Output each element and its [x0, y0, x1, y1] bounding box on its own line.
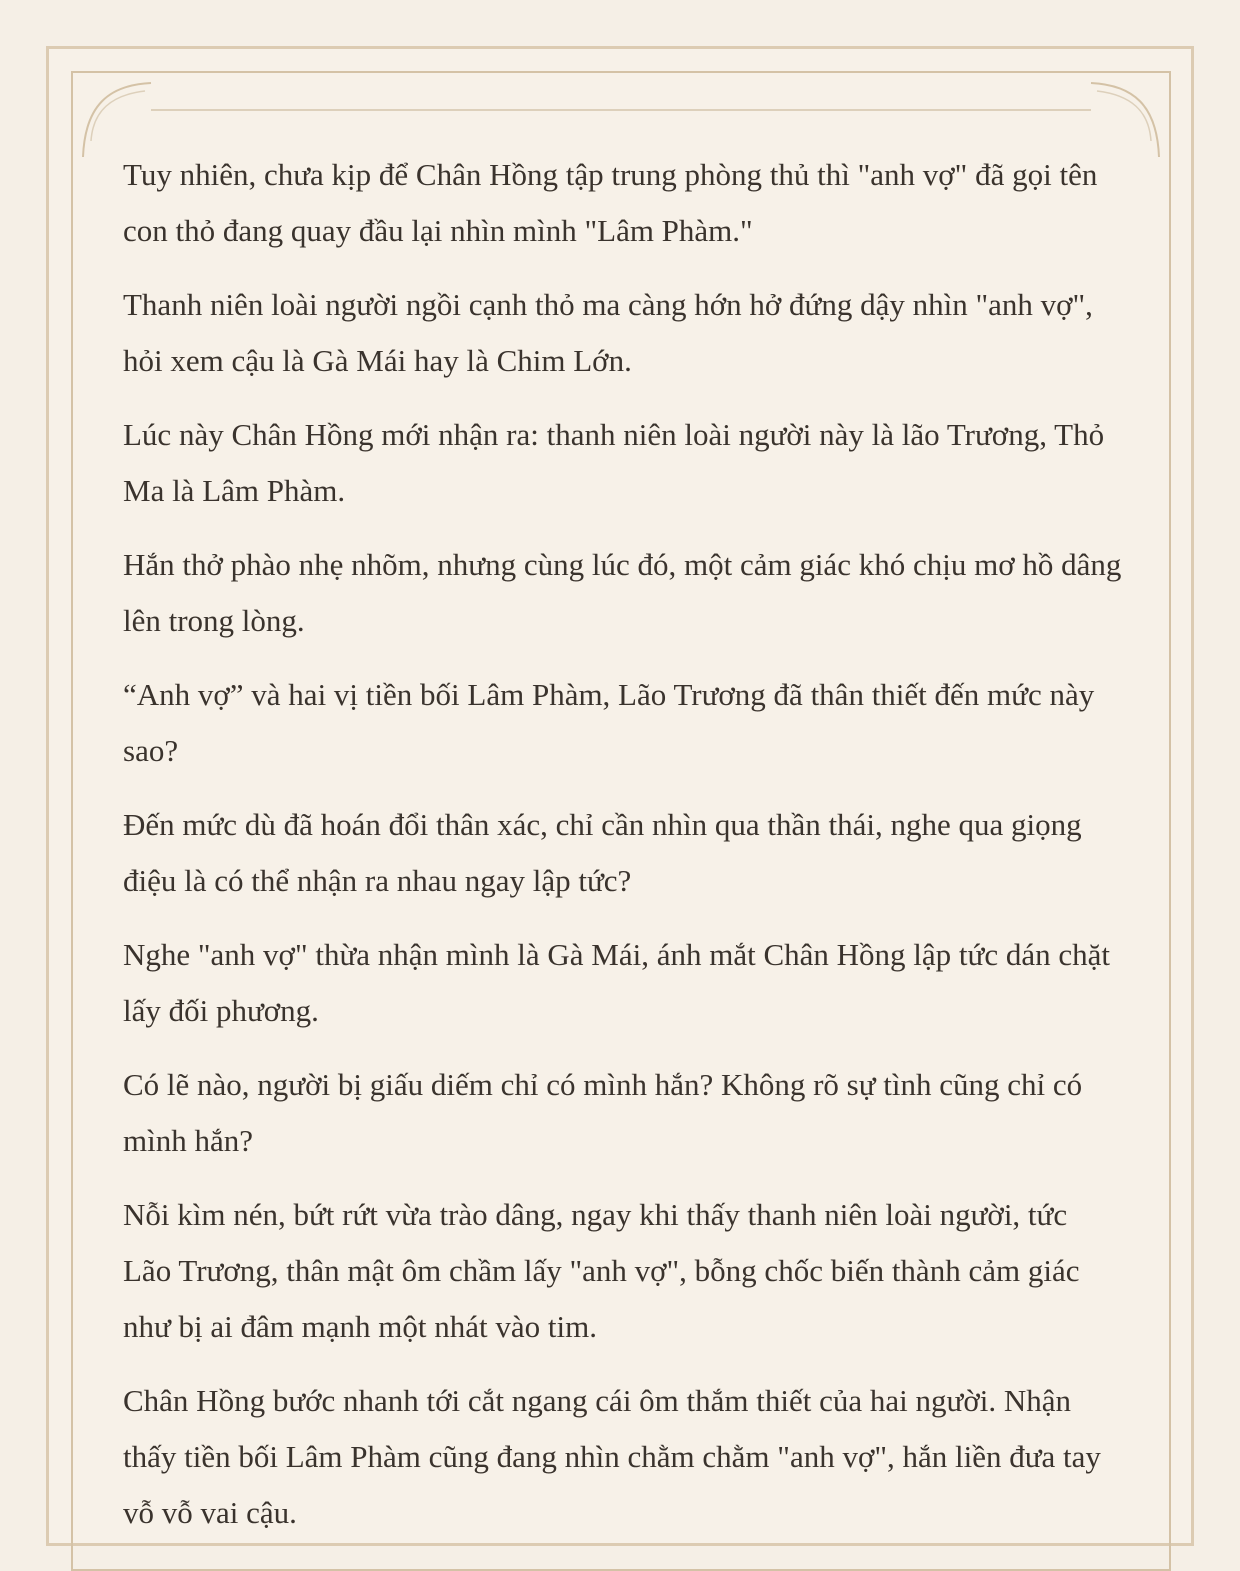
top-divider-line — [151, 109, 1091, 111]
paragraph: Đến mức dù đã hoán đổi thân xác, chỉ cần nhìn qua thần thái, nghe qua giọng điệu là có thể nhận ra nhau ngay lập tức? — [123, 807, 1082, 898]
inner-page-frame — [71, 71, 1171, 1571]
paragraph: Chân Hồng bước nhanh tới cắt ngang cái ôm thắm thiết của hai người. Nhận thấy tiền bối Lâm Phàm cũng đang nhìn chằm chằm "anh vợ", hắn liền đưa tay vỗ vỗ vai cậu. — [123, 1383, 1101, 1530]
paragraph: Hắn thở phào nhẹ nhõm, nhưng cùng lúc đó, một cảm giác khó chịu mơ hồ dâng lên trong lòng. — [123, 547, 1122, 638]
paragraph: Lúc này Chân Hồng mới nhận ra: thanh niên loài người này là lão Trương, Thỏ Ma là Lâm Phàm. — [123, 417, 1105, 508]
paragraph: Tuy nhiên, chưa kịp để Chân Hồng tập trung phòng thủ thì "anh vợ" đã gọi tên con thỏ đang quay đầu lại nhìn mình "Lâm Phàm." — [123, 157, 1098, 248]
paragraph: Có lẽ nào, người bị giấu diếm chỉ có mình hắn? Không rõ sự tình cũng chỉ có mình hắn? — [123, 1067, 1083, 1158]
outer-page-frame — [46, 46, 1194, 1546]
paragraph: Thanh niên loài người ngồi cạnh thỏ ma càng hớn hở đứng dậy nhìn "anh vợ", hỏi xem cậu là Gà Mái hay là Chim Lớn. — [123, 287, 1093, 378]
paragraph: Nỗi kìm nén, bứt rứt vừa trào dâng, ngay khi thấy thanh niên loài người, tức Lão Trương, thân mật ôm chầm lấy "anh vợ", bỗng chốc biến thành cảm giác như bị ai đâm mạnh một nhát vào tim. — [123, 1197, 1080, 1344]
chapter-text — [123, 147, 1123, 1559]
paragraph: Nghe "anh vợ" thừa nhận mình là Gà Mái, ánh mắt Chân Hồng lập tức dán chặt lấy đối phương. — [123, 937, 1110, 1028]
paragraph: “Anh vợ” và hai vị tiền bối Lâm Phàm, Lão Trương đã thân thiết đến mức này sao? — [123, 677, 1095, 768]
